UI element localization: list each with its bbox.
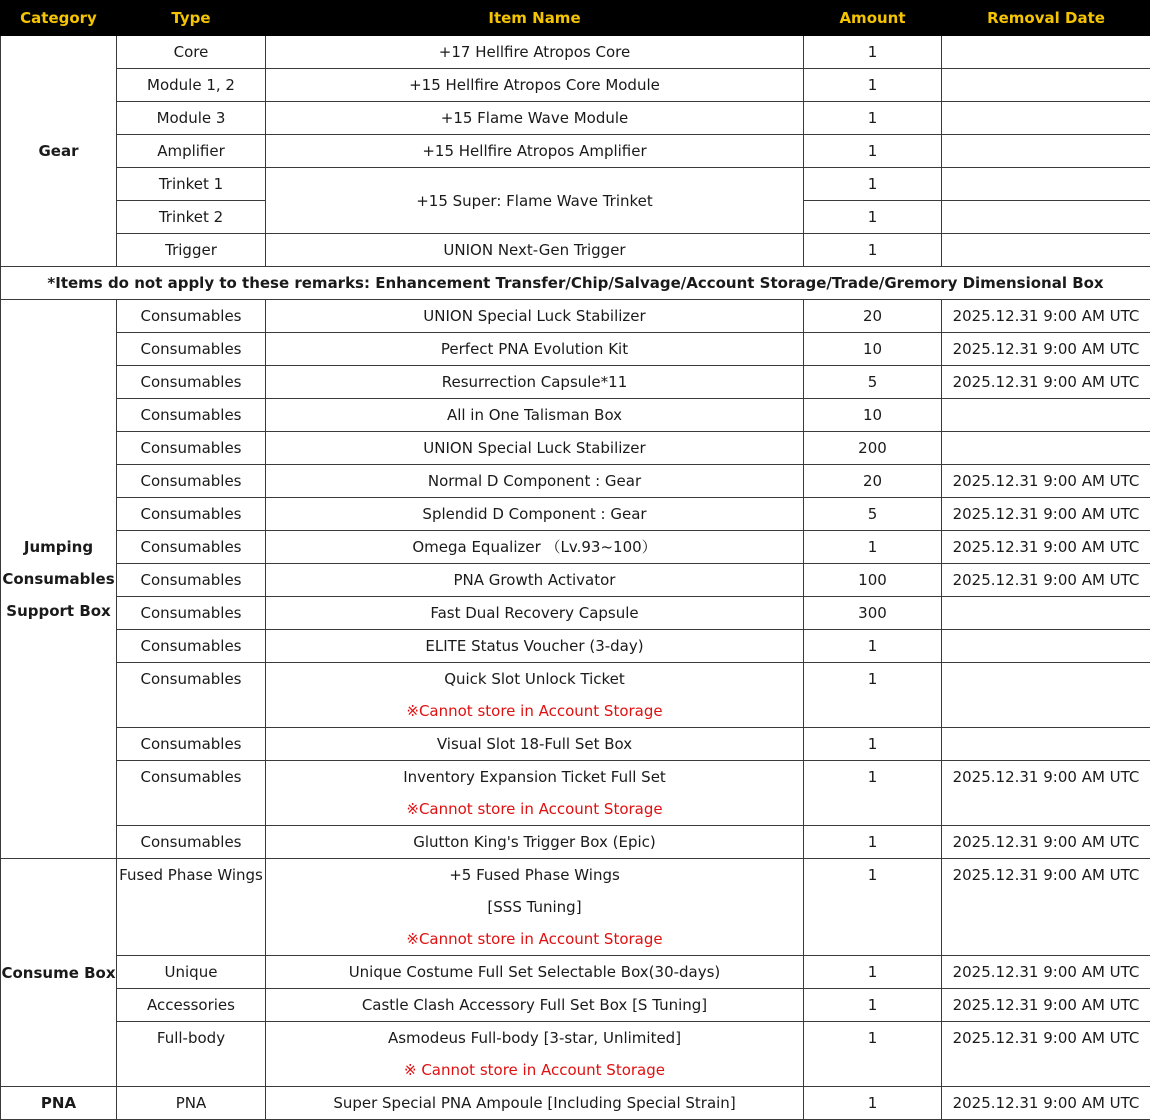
amount-cell: 300 (804, 597, 942, 630)
date-cell: 2025.12.31 9:00 AM UTC (942, 333, 1150, 366)
table-row (1, 69, 1150, 102)
category-line: Support Box (1, 595, 116, 627)
amount-cell: 200 (804, 432, 942, 465)
date-cell: 2025.12.31 9:00 AM UTC (942, 498, 1150, 531)
amount-cell: 1 (804, 135, 942, 168)
item-name: Quick Slot Unlock Ticket (266, 663, 803, 695)
item-cell: +15 Hellfire Atropos Core Module (266, 69, 804, 102)
date-cell: 2025.12.31 9:00 AM UTC (942, 531, 1150, 564)
item-cell (266, 761, 804, 826)
amount-cell: 1 (804, 69, 942, 102)
date-cell: 2025.12.31 9:00 AM UTC (942, 989, 1150, 1022)
item-name: +5 Fused Phase Wings (266, 859, 803, 891)
date-cell (942, 36, 1150, 69)
item-cell: All in One Talisman Box (266, 399, 804, 432)
date-cell: 2025.12.31 9:00 AM UTC (942, 465, 1150, 498)
table-row (1, 564, 1150, 597)
table-row (1, 465, 1150, 498)
date-cell (942, 399, 1150, 432)
type-cell: Consumables (117, 597, 266, 630)
category-jumping-consumables-support-box (1, 300, 117, 859)
type-cell: Consumables (117, 333, 266, 366)
category-gear: Gear (1, 36, 117, 267)
table-row (1, 761, 1150, 826)
item-cell: ELITE Status Voucher (3-day) (266, 630, 804, 663)
type-cell: Module 3 (117, 102, 266, 135)
date-cell: 2025.12.31 9:00 AM UTC (942, 761, 1150, 826)
type-cell: Consumables (117, 465, 266, 498)
storage-warning: ※Cannot store in Account Storage (266, 695, 803, 727)
date-cell: 2025.12.31 9:00 AM UTC (942, 366, 1150, 399)
table-row (1, 956, 1150, 989)
type-cell: Consumables (117, 399, 266, 432)
header-category: Category (1, 1, 117, 36)
type-cell: Unique (117, 956, 266, 989)
item-cell: Perfect PNA Evolution Kit (266, 333, 804, 366)
date-cell: 2025.12.31 9:00 AM UTC (942, 1022, 1150, 1087)
date-cell: 2025.12.31 9:00 AM UTC (942, 826, 1150, 859)
date-cell (942, 663, 1150, 728)
category-pna: PNA (1, 1087, 117, 1120)
table-row (1, 333, 1150, 366)
table-row (1, 630, 1150, 663)
table-row (1, 168, 1150, 201)
table-row (1, 859, 1150, 956)
type-cell: Consumables (117, 761, 266, 826)
type-cell: Consumables (117, 300, 266, 333)
item-cell: Fast Dual Recovery Capsule (266, 597, 804, 630)
date-cell (942, 728, 1150, 761)
item-cell (266, 1022, 804, 1087)
amount-cell: 10 (804, 399, 942, 432)
table-row (1, 531, 1150, 564)
table-row (1, 102, 1150, 135)
amount-cell: 1 (804, 761, 942, 826)
amount-cell: 1 (804, 989, 942, 1022)
header-type: Type (117, 1, 266, 36)
amount-cell: 1 (804, 956, 942, 989)
date-cell (942, 69, 1150, 102)
type-cell: Consumables (117, 630, 266, 663)
table-row (1, 498, 1150, 531)
type-cell: Consumables (117, 663, 266, 728)
table-row (1, 1022, 1150, 1087)
header-item-name: Item Name (266, 1, 804, 36)
amount-cell: 1 (804, 859, 942, 956)
type-cell: Trinket 2 (117, 201, 266, 234)
amount-cell: 1 (804, 630, 942, 663)
type-cell: Consumables (117, 498, 266, 531)
item-cell: +17 Hellfire Atropos Core (266, 36, 804, 69)
date-cell (942, 432, 1150, 465)
table-row (1, 36, 1150, 69)
storage-warning: ※Cannot store in Account Storage (266, 923, 803, 955)
type-cell: Trigger (117, 234, 266, 267)
remark-text: *Items do not apply to these remarks: Enhancement Transfer/Chip/Salvage/Account Storage/Trade/Gremory Dimensional Box (1, 267, 1150, 300)
item-cell: PNA Growth Activator (266, 564, 804, 597)
type-cell: Module 1, 2 (117, 69, 266, 102)
type-cell: Core (117, 36, 266, 69)
item-tuning: [SSS Tuning] (266, 891, 803, 923)
amount-cell: 1 (804, 36, 942, 69)
item-name: Asmodeus Full-body [3-star, Unlimited] (266, 1022, 803, 1054)
category-line: Consumables (1, 563, 116, 595)
table-row (1, 663, 1150, 728)
table-row (1, 597, 1150, 630)
item-cell: Glutton King's Trigger Box (Epic) (266, 826, 804, 859)
date-cell: 2025.12.31 9:00 AM UTC (942, 564, 1150, 597)
type-cell: Amplifier (117, 135, 266, 168)
table-row (1, 399, 1150, 432)
type-cell: Trinket 1 (117, 168, 266, 201)
item-cell: Visual Slot 18-Full Set Box (266, 728, 804, 761)
date-cell: 2025.12.31 9:00 AM UTC (942, 859, 1150, 956)
table-row (1, 366, 1150, 399)
type-cell: Consumables (117, 366, 266, 399)
type-cell: Full-body (117, 1022, 266, 1087)
amount-cell: 1 (804, 201, 942, 234)
item-cell: Normal D Component : Gear (266, 465, 804, 498)
item-cell: Unique Costume Full Set Selectable Box(30-days) (266, 956, 804, 989)
type-cell: Consumables (117, 432, 266, 465)
table-row (1, 234, 1150, 267)
item-cell: Resurrection Capsule*11 (266, 366, 804, 399)
category-line: Jumping (1, 531, 116, 563)
date-cell (942, 168, 1150, 201)
type-cell: Consumables (117, 728, 266, 761)
item-cell: +15 Flame Wave Module (266, 102, 804, 135)
item-cell: +15 Hellfire Atropos Amplifier (266, 135, 804, 168)
item-cell: UNION Special Luck Stabilizer (266, 300, 804, 333)
type-cell: Accessories (117, 989, 266, 1022)
type-cell: Consumables (117, 826, 266, 859)
table-row (1, 1087, 1150, 1120)
date-cell (942, 630, 1150, 663)
table-row (1, 300, 1150, 333)
table-row (1, 135, 1150, 168)
amount-cell: 1 (804, 531, 942, 564)
storage-warning: ※ Cannot store in Account Storage (266, 1054, 803, 1086)
amount-cell: 1 (804, 728, 942, 761)
remark-row (1, 267, 1150, 300)
date-cell (942, 201, 1150, 234)
header-row (1, 1, 1150, 36)
amount-cell: 1 (804, 1022, 942, 1087)
amount-cell: 20 (804, 465, 942, 498)
date-cell: 2025.12.31 9:00 AM UTC (942, 300, 1150, 333)
table-row (1, 826, 1150, 859)
date-cell (942, 597, 1150, 630)
table-row (1, 728, 1150, 761)
type-cell: Consumables (117, 531, 266, 564)
type-cell: Fused Phase Wings (117, 859, 266, 956)
amount-cell: 1 (804, 102, 942, 135)
amount-cell: 1 (804, 826, 942, 859)
date-cell (942, 135, 1150, 168)
table-row (1, 989, 1150, 1022)
amount-cell: 10 (804, 333, 942, 366)
date-cell: 2025.12.31 9:00 AM UTC (942, 1087, 1150, 1120)
item-cell: UNION Next-Gen Trigger (266, 234, 804, 267)
item-cell (266, 663, 804, 728)
amount-cell: 1 (804, 234, 942, 267)
amount-cell: 20 (804, 300, 942, 333)
type-cell: PNA (117, 1087, 266, 1120)
item-cell: Castle Clash Accessory Full Set Box [S Tuning] (266, 989, 804, 1022)
type-cell: Consumables (117, 564, 266, 597)
item-cell: +15 Super: Flame Wave Trinket (266, 168, 804, 234)
item-name: Inventory Expansion Ticket Full Set (266, 761, 803, 793)
amount-cell: 100 (804, 564, 942, 597)
category-consume-box: Consume Box (1, 859, 117, 1087)
date-cell: 2025.12.31 9:00 AM UTC (942, 956, 1150, 989)
item-cell: Omega Equalizer （Lv.93~100） (266, 531, 804, 564)
table-row (1, 432, 1150, 465)
amount-cell: 1 (804, 168, 942, 201)
amount-cell: 1 (804, 663, 942, 728)
amount-cell: 5 (804, 366, 942, 399)
item-cell (266, 859, 804, 956)
header-removal-date: Removal Date (942, 1, 1150, 36)
storage-warning: ※Cannot store in Account Storage (266, 793, 803, 825)
header-amount: Amount (804, 1, 942, 36)
item-cell: UNION Special Luck Stabilizer (266, 432, 804, 465)
date-cell (942, 234, 1150, 267)
date-cell (942, 102, 1150, 135)
amount-cell: 5 (804, 498, 942, 531)
item-cell: Splendid D Component : Gear (266, 498, 804, 531)
item-cell: Super Special PNA Ampoule [Including Special Strain] (266, 1087, 804, 1120)
amount-cell: 1 (804, 1087, 942, 1120)
